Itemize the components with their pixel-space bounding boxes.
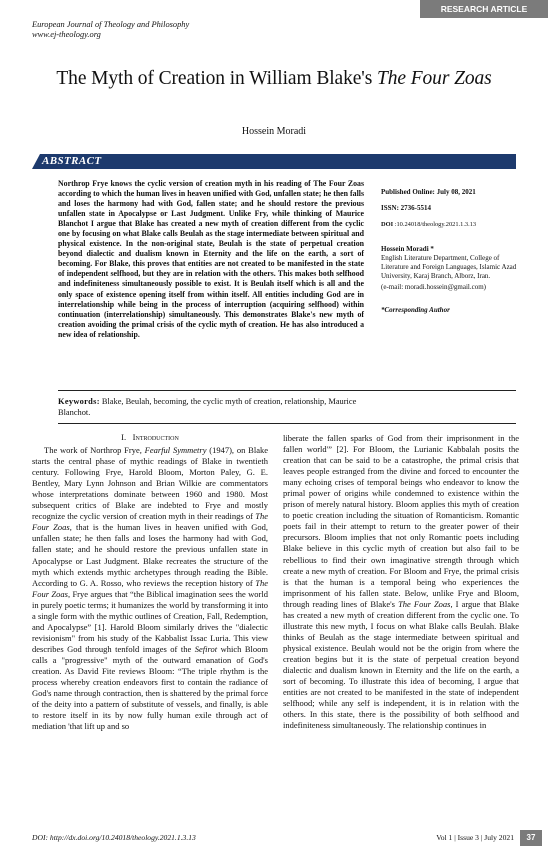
published-label: Published Online: [381, 188, 435, 196]
doi-label: DOI [381, 221, 394, 228]
footer-volume: Vol 1 | Issue 3 | July 2021 [436, 833, 514, 842]
book-title: Fearful Symmetry [144, 445, 207, 456]
abstract-text: Northrop Frye knows the cyclic version of creation myth in his reading of The Four Zoas according to which the human lives in heaven unified with God, unfallen state; he then falls and loses the harmony had with God, fallen state; and he should restore the previous unfallen state in Apocalypse or Last Judgment. Unlike Fry, while thinking of Maurice Blanchot I argue that Blake has created a new myth of creation different from the cyclic one by focusing on what Blake calls Beulah as the stage intermediate between spiritual and physical existence. In the non-original state, Beulah is the state of perpetual creation beyond dialectic and dualism known in Eternity and the life on the earth, a sort of becoming. For Blake, this proves that entities are not created to be manifested in the state of independent selfhood, but they are in relation with the others. This makes both selfhood and indefiniteness simultaneously possible to exist. It is Beulah itself which is all and the only space of existence opening itself from within itself. All entities including God are in interrelationship while being in the process of interruption (acquiring selfhood) within continuation (interrelationship) simultaneously. This demonstrates Blake's new myth of creation avoiding the primal crisis of the cyclic myth of creation. He has also introduced a new idea of relationship. [58, 179, 364, 339]
title-main: The Myth of Creation in William Blake's [56, 68, 377, 89]
journal-url[interactable]: www.ej-theology.org [32, 30, 101, 39]
abstract-banner [32, 154, 516, 169]
text-run: (1947), on Blake starts the central phase of mythic readings of Blake in twentieth century. Following Frye, Harold Bloom, Morton Paley, G. E. Bentley, Mary Lynn Johnson and Brian Wilkie are commentators whose interpretations dominate between 1960 and 1980. Most subsequent critics of Blake are indebted to Frye and mostly recognize the cyclic version of creation myth in their readings of [32, 445, 268, 522]
intro-paragraph-left [32, 445, 268, 732]
doi-value[interactable]: :10.24018/theology.2021.1.3.13 [394, 221, 477, 228]
corresponding-author-note: *Corresponding Author [381, 306, 450, 314]
keywords-text: Blake, Beulah, becoming, the cyclic myth of creation, relationship, Maurice Blanchot. [58, 397, 357, 417]
paper-title [20, 68, 528, 90]
title-italic: The Four Zoas [376, 68, 492, 89]
section-number: I. [121, 432, 127, 442]
text-run: liberate the fallen sparks of God from their imprisonment in the fallen world'” [2]. For Bloom, the Lurianic Kabbalah posits the creation that can be said to be a catastrophe, the primal crisis that leaves people estranged from the divine and forced to encounter the many echoing crises of temporal beings who endeavor to know the primal power of origins while condemned to existence within the prison of merely natural history. Bloom applies this myth of creation to poetic creation including the situation of Romanticism. Romantic poets fail in their attempt to return to the greater power of their precursors. Bloom implies that not only Romantic poets including Blake believe in this cyclic myth of creation but also fail to be rebellious to find their own imaginative strength through which create a new myth of creation. For Bloom and Frye, the primal crisis is that the human is a temporal being who experiences the imprisonment of his fallen state. Below, unlike Frye and Bloom, through reading lines of Blake's [283, 433, 519, 609]
footer-doi[interactable]: DOI: http://dx.doi.org/10.24018/theology.2021.1.3.13 [32, 833, 196, 842]
text-run: , I argue that Blake has created a new myth of creation different from the cyclic one. To illustrate this new myth, I focus on what Blake calls Beulah. Blake thinks of Beulah as the stage intermediate between spiritual and physical existence. Beulah would not be the origin from where the creation begins but it is the state of perpetual creation beyond dialectic and dualism known in Eternity and the life on the earth, a sort of becoming. To illustrate this idea of becoming, I argue that entities are not created to be manifested in the state of independent selfhood; while any self is independent, it is in relation with the others. In this state, there is the possibility of both selfhood and indefiniteness simultaneously. The relationship continues in [283, 598, 519, 731]
issn-value: 2736-5514 [400, 204, 431, 212]
author-name: Hossein Moradi [241, 126, 307, 137]
journal-name: European Journal of Theology and Philosophy [32, 20, 190, 29]
text-run: , Frye argues that “the Biblical imagination sees the world in purely poetic terms; it humanizes the world by transforming it into a single form with the mythic outlines of Creation, Fall, Redemption, and Apocalypse” [1]. Harold Bloom similarly drives the "dialectic revisionism" from his study of the Kabbalist Issac Luria. This view describes God through tenfold images of the [32, 588, 268, 654]
text-run: The work of Northrop Frye, [44, 445, 145, 456]
article-info-sidebar [381, 188, 521, 315]
book-title: The Four Zoas [32, 577, 268, 599]
journal-header [32, 20, 189, 40]
issn-line [381, 204, 521, 213]
keywords-bottom-rule [58, 423, 516, 424]
body-column-left [32, 432, 268, 732]
page-number: 37 [520, 830, 542, 846]
sidebar-affiliation: English Literature Department, College of Literature and Foreign Languages, Islamic Azad University, Karaj Branch, Alborz, Iran. [381, 254, 517, 280]
page-footer [0, 832, 548, 846]
abstract-banner-notch [32, 154, 40, 169]
top-bar [0, 0, 548, 18]
section-title: Introduction [132, 432, 179, 442]
text-run: which Bloom calls a "progressive" myth of the outward emanation of God's creation. As David Fite reviews Bloom: “The triple rhythm is the process whereby creation endeavors first to contain the radiance of God's name through contraction, then is shattered by the primal force of the deity into a pattern of substitute of vessels, and finally, is able to restore itself in its by now fully human exile through act of mediation 'that lift up and so [32, 643, 269, 732]
keywords-top-rule [58, 390, 516, 391]
text-run: , that is the human lives in heaven unified with God, unfallen state; he then falls and loses the harmony had with God, fallen state; and he should restore the previous unfallen state in Apocalypse or Last Judgment. Blake recreates the structure of the myth which extends mythic archetypes through reading the Bible. According to G. A. Rosso, who reviews the reception history of [32, 522, 268, 588]
book-title: The Four Zoas [32, 511, 268, 533]
doi-line [381, 220, 521, 229]
section-heading [32, 432, 268, 443]
body-column-right [283, 433, 519, 731]
book-title: The Four Zoas [398, 598, 451, 609]
sidebar-author: Hossein Moradi * [381, 245, 434, 253]
abstract-banner-bar [32, 154, 516, 169]
published-date: July 08, 2021 [436, 188, 476, 196]
issn-label: ISSN: [381, 204, 399, 212]
sidebar-email[interactable]: (e-mail: moradi.hossein@gmail.com) [381, 283, 487, 291]
keywords-label: Keywords: [58, 397, 100, 406]
abstract-heading: ABSTRACT [42, 155, 102, 167]
published-line [381, 188, 521, 197]
term-italic: Sefirot [194, 643, 218, 654]
keywords [58, 396, 370, 418]
intro-paragraph-right [283, 433, 519, 731]
article-type-tag: RESEARCH ARTICLE [420, 0, 548, 18]
